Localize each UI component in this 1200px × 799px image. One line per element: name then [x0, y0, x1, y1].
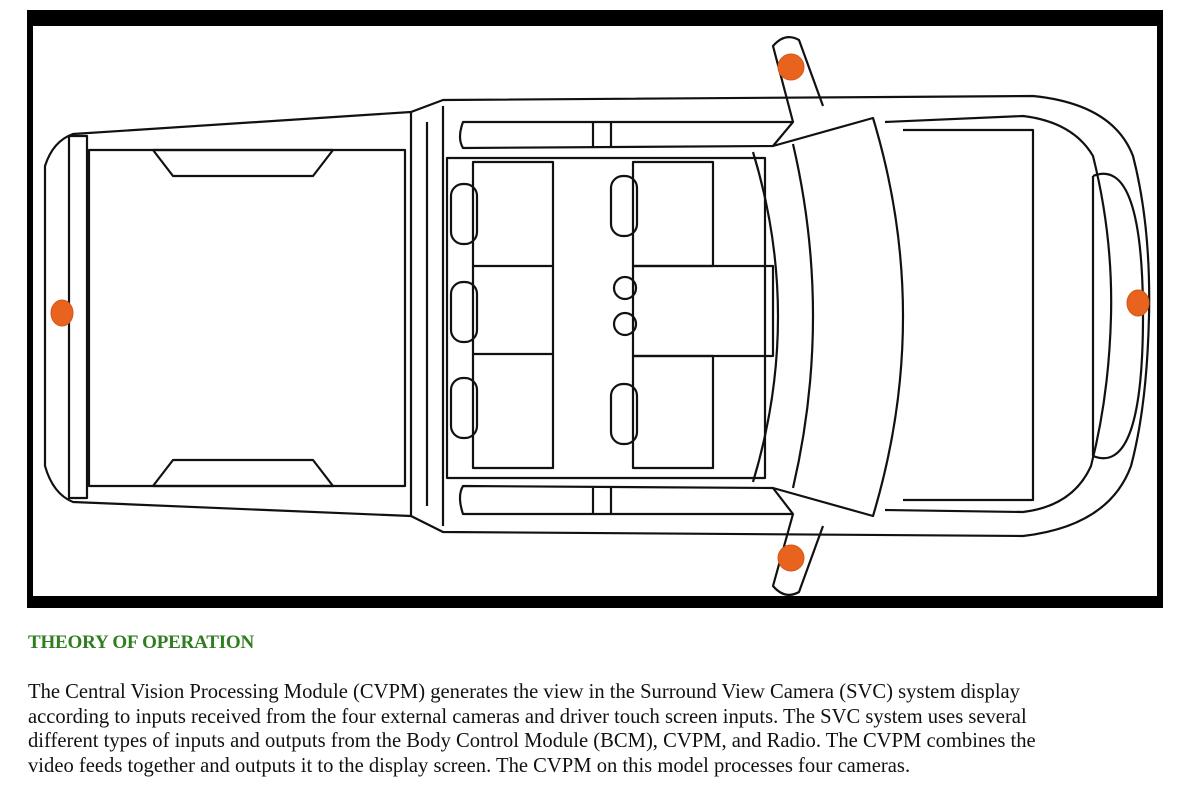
front-seat-left [633, 162, 713, 266]
hood [885, 116, 1111, 512]
paragraph-line: different types of inputs and outputs from the Body Control Module (BCM), CVPM, and Radio. The CVPM combines the [28, 730, 1036, 752]
truck-bed-outline [45, 112, 411, 516]
rear-bench-seat [473, 162, 553, 468]
left-mirror-camera-marker [778, 54, 804, 80]
cabin-floor [447, 158, 765, 478]
wheel-well-right [153, 460, 333, 486]
rear-camera-marker [51, 300, 73, 326]
truck-top-view [33, 26, 1157, 596]
bed-floor [89, 150, 405, 486]
front-seat-right [633, 356, 713, 468]
paragraph-line: video feeds together and outputs it to the display screen. The CVPM on this model processes four cameras. [28, 754, 911, 777]
windshield [773, 118, 903, 516]
hood-inner [903, 130, 1033, 500]
right-mirror-camera-marker [778, 545, 804, 571]
paragraph-line: according to inputs received from the four external cameras and driver touch screen inputs. The SVC system uses several [28, 705, 1027, 728]
wheel-well-left [153, 150, 333, 176]
paragraph-line: The Central Vision Processing Module (CVPM) generates the view in the Surround View Camera (SVC) system display [28, 681, 1020, 703]
vehicle-diagram [33, 26, 1157, 596]
vehicle-diagram-frame [27, 10, 1163, 608]
roof-rail-left [460, 122, 793, 148]
windshield-inner [793, 144, 813, 488]
roof-rail-right [460, 486, 793, 514]
mirror-left-arm [773, 37, 823, 122]
front-camera-marker [1127, 290, 1149, 316]
section-heading: THEORY OF OPERATION [28, 632, 255, 653]
center-console [633, 266, 773, 356]
theory-paragraph [28, 680, 1200, 778]
